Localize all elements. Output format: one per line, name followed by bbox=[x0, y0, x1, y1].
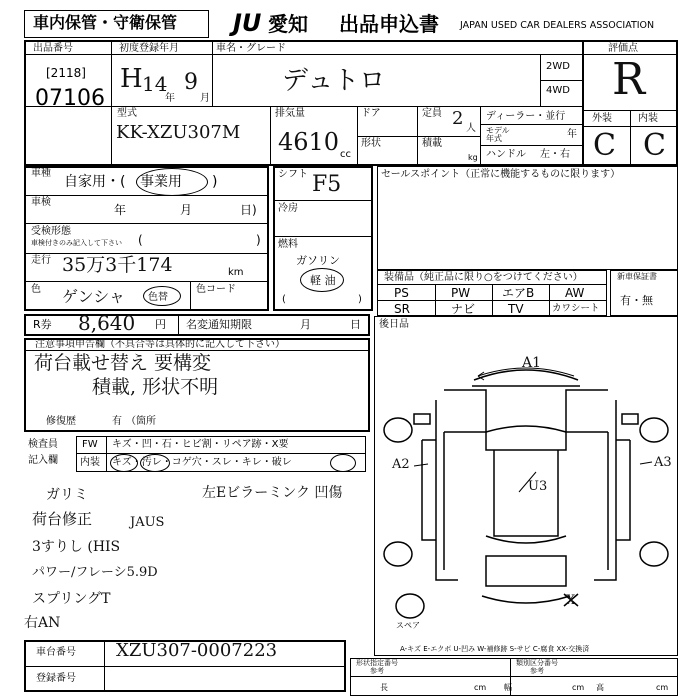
model-year-label: モデル bbox=[486, 126, 510, 135]
rating-label: 評価点 bbox=[608, 43, 638, 54]
diagram-legend: A-キズ E-エクボ U-凹み W-補修跡 S-サビ C-腐食 XX-交換済 bbox=[400, 645, 590, 653]
interior-grade: C bbox=[643, 128, 666, 163]
diagram-a3: A3 bbox=[654, 455, 672, 470]
diagram-u3: U3 bbox=[528, 479, 548, 494]
car-name-value: デュトロ bbox=[282, 66, 386, 96]
inherit-note: 車検付きのみ記入して下さい bbox=[31, 239, 122, 247]
repair-label: 修復歴 bbox=[46, 416, 76, 427]
back-seat-label: 後日品 bbox=[379, 319, 409, 330]
mileage-value: 35万3千174 bbox=[62, 254, 173, 276]
car-type-label: 車種 bbox=[31, 168, 51, 179]
load-unit: kg bbox=[468, 153, 478, 162]
fuel-label: 燃料 bbox=[278, 239, 298, 250]
height-label: 高 bbox=[596, 683, 604, 692]
registration-era: H bbox=[120, 64, 143, 94]
model-label: 型式 bbox=[117, 108, 137, 119]
top-info-frame bbox=[24, 40, 678, 166]
interior-label: 内装 bbox=[638, 113, 658, 124]
spare-label: スペア bbox=[396, 621, 420, 630]
color-change-label: 色替 bbox=[148, 292, 168, 303]
rating-value: R bbox=[612, 54, 646, 105]
hw-left2: 荷台修正 bbox=[32, 510, 93, 528]
ju-logo: JU bbox=[233, 9, 262, 37]
notes-line1: 荷台載せ替え 要構変 bbox=[34, 352, 212, 374]
inspection-label: 車検 bbox=[31, 197, 51, 208]
name-change-month: 月 bbox=[300, 318, 311, 331]
inspector-label2: 記入欄 bbox=[28, 455, 58, 466]
doors-label: ドア bbox=[361, 108, 381, 119]
equip-tv: TV bbox=[508, 302, 524, 316]
shift-value: F5 bbox=[312, 172, 342, 197]
class-label: 類別区分番号 bbox=[516, 659, 558, 667]
inspector-fw: FW bbox=[82, 439, 98, 450]
handle-options: 左・右 bbox=[540, 149, 570, 160]
car-type-options: 自家用・( bbox=[64, 174, 126, 190]
inspection-year-unit: 年 bbox=[114, 203, 127, 217]
notes-label: 注意事項申告欄（不具合等は具体的に記入して下さい） bbox=[35, 339, 285, 350]
shift-label: シフト bbox=[278, 169, 308, 180]
chassis-label: 車台番号 bbox=[36, 647, 76, 658]
equip-airbag: エアB bbox=[502, 286, 535, 300]
equip-sr: SR bbox=[394, 302, 410, 316]
diagram-a2: A2 bbox=[392, 457, 410, 472]
width-cm: cm bbox=[572, 683, 585, 692]
fuel-close: ) bbox=[358, 294, 362, 305]
exterior-grade: C bbox=[593, 128, 616, 163]
hw-left6: スプリングT bbox=[32, 591, 111, 607]
mileage-label: 走行 bbox=[31, 255, 51, 266]
equipment-label: 装備品（純正品に限り○をつけてください） bbox=[384, 272, 583, 283]
inspection-day-unit: 日) bbox=[240, 203, 257, 217]
inherit-open: ( bbox=[138, 233, 143, 247]
inherit-close: ) bbox=[256, 233, 261, 247]
repair-value: 有 bbox=[112, 416, 122, 427]
hw-left4: 3すりし (HIS bbox=[32, 539, 121, 555]
sales-points-label: セールスポイント（正常に機能するものに限ります） bbox=[381, 169, 621, 180]
registration-year: 14 bbox=[142, 72, 168, 96]
car-type-close: ) bbox=[212, 174, 218, 190]
capacity-label: 定員 bbox=[422, 108, 442, 119]
bottom-right-frame bbox=[350, 658, 678, 696]
color-change-circle bbox=[143, 286, 181, 306]
hw-left7: 右AN bbox=[24, 615, 61, 631]
hw-left5: パワー/フレーシ5.9D bbox=[32, 565, 158, 580]
lot-number-label: 出品番号 bbox=[33, 43, 73, 54]
equip-navi: ナビ bbox=[451, 302, 476, 316]
name-change-day: 日 bbox=[350, 318, 361, 331]
warranty-options: 有・無 bbox=[620, 294, 653, 307]
recycle-value: 8,640 bbox=[78, 311, 136, 335]
registration-month-unit: 月 bbox=[200, 93, 210, 104]
color-code-label: 色コード bbox=[196, 284, 236, 295]
hw-left3: JAUS bbox=[130, 515, 165, 530]
fuel-diesel-circle bbox=[300, 268, 344, 292]
hw-right1: 左Eビラーミンク 凹傷 bbox=[202, 485, 343, 501]
recycle-unit: 円 bbox=[155, 318, 166, 331]
model-year-unit: 年 bbox=[567, 129, 577, 140]
registration-month: 9 bbox=[184, 70, 198, 95]
registration-year-unit: 年 bbox=[165, 93, 175, 104]
reg-number-label: 登録番号 bbox=[36, 673, 76, 684]
diagram-x: X bbox=[566, 593, 576, 608]
diagram-a1: A1 bbox=[522, 355, 542, 371]
inspector-interior: 内装 bbox=[80, 457, 100, 468]
equip-leather: カワシート bbox=[552, 303, 600, 314]
dealer-label: ディーラー・並行 bbox=[486, 111, 566, 122]
chassis-value: XZU307-0007223 bbox=[116, 640, 278, 661]
ref-label: 参考 bbox=[370, 667, 384, 675]
inspector-damage: キズ・凹・石・ヒビ割・リペア跡・X要 bbox=[112, 439, 289, 450]
inherit-label: 受検形態 bbox=[31, 226, 71, 237]
name-change-label: 名変通知期限 bbox=[186, 318, 252, 331]
capacity-unit: 人 bbox=[466, 123, 476, 134]
hw-left1: ガリミ bbox=[46, 487, 88, 503]
car-damage-diagram bbox=[374, 340, 678, 640]
fuel-diesel: 軽 油 bbox=[310, 274, 336, 287]
inspector-interior-items: キズ・汚レ・コゲ穴・スレ・キレ・破レ bbox=[112, 457, 292, 468]
storage-label: 車内保管・守衛保管 bbox=[33, 13, 178, 32]
registration-label: 初度登録年月 bbox=[119, 43, 179, 54]
inspection-month-unit: 月 bbox=[180, 203, 193, 217]
sales-points-box bbox=[377, 166, 678, 270]
height-cm: cm bbox=[656, 683, 669, 692]
ac-label: 冷房 bbox=[278, 203, 298, 214]
exterior-label: 外装 bbox=[592, 113, 612, 124]
handle-label: ハンドル bbox=[486, 149, 526, 160]
length-cm: cm bbox=[474, 683, 487, 692]
warranty-label: 新車保証書 bbox=[617, 272, 657, 281]
mileage-unit: km bbox=[228, 267, 244, 278]
model-value: KK-XZU307M bbox=[116, 122, 241, 143]
capacity-value: 2 bbox=[452, 108, 464, 129]
equip-aw: AW bbox=[565, 286, 585, 300]
equip-ps: PS bbox=[394, 286, 409, 300]
aichi-text: 愛知 bbox=[268, 12, 308, 36]
fuel-open: ( bbox=[282, 294, 286, 305]
car-type-selected: 事業用 bbox=[140, 174, 182, 190]
model-year-label2: 年式 bbox=[486, 134, 502, 143]
car-name-label: 車名・グレード bbox=[216, 43, 286, 54]
lot-sub-number: [2118] bbox=[46, 66, 86, 80]
color-label: 色 bbox=[31, 284, 41, 295]
recycle-label: R券 bbox=[33, 318, 52, 331]
lot-number: 07106 bbox=[35, 86, 105, 111]
displacement-value: 4610 bbox=[278, 128, 340, 156]
equip-pw: PW bbox=[451, 286, 471, 300]
ref2-label: 参考 bbox=[530, 667, 544, 675]
sheet-title: 出品申込書 bbox=[339, 12, 439, 36]
drive-2wd: 2WD bbox=[546, 61, 570, 72]
length-label: 長 bbox=[380, 683, 388, 692]
drive-4wd: 4WD bbox=[546, 85, 570, 96]
specified-label: 形状指定番号 bbox=[356, 659, 398, 667]
association-name: JAPAN USED CAR DEALERS ASSOCIATION bbox=[460, 20, 655, 31]
load-label: 積載 bbox=[422, 138, 442, 149]
repair-place-label: （箇所 bbox=[126, 416, 156, 427]
color-value: ゲンシャ bbox=[62, 287, 125, 306]
car-type-circle bbox=[136, 168, 208, 196]
width-label: 幅 bbox=[504, 683, 512, 692]
notes-line2: 積載, 形状不明 bbox=[92, 376, 219, 398]
displacement-unit: cc bbox=[340, 149, 351, 160]
fuel-gasoline: ガソリン bbox=[296, 254, 340, 267]
displacement-label: 排気量 bbox=[275, 108, 305, 119]
shape-label: 形状 bbox=[361, 138, 381, 149]
inspector-label1: 検査員 bbox=[28, 439, 58, 450]
